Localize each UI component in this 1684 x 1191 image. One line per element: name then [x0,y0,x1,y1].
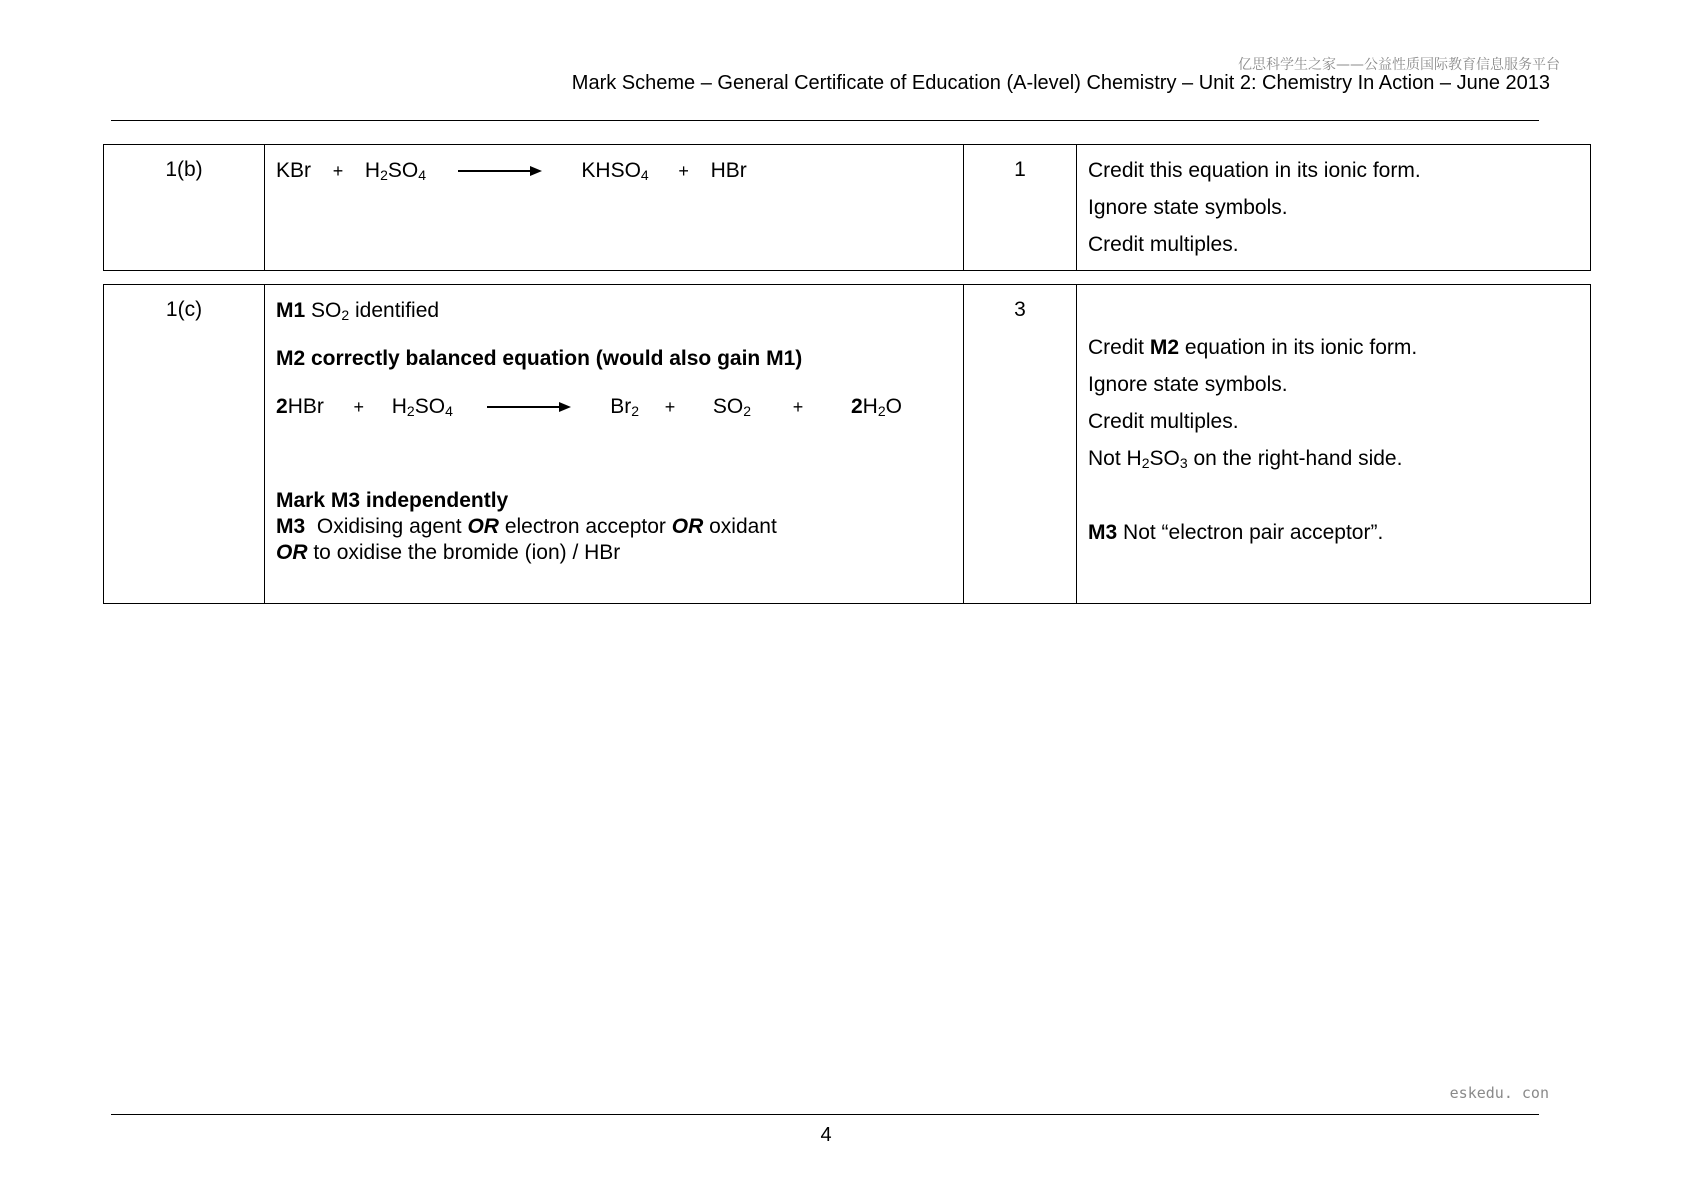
reactant-h2so4 [392,395,453,418]
m3-heading-text: Mark M3 independently [276,489,509,512]
subscript: 2 [743,403,752,419]
comment-line [1088,520,1589,546]
mark-table-1b [103,144,1591,271]
equation-1b [276,158,962,184]
comments-cell [1077,285,1591,604]
or-keyword: OR [671,515,704,538]
or-keyword: OR [276,541,308,564]
m3-line [276,514,962,540]
plus-sign: + [332,161,344,181]
reaction-arrow-icon [487,401,571,413]
answer-cell [265,285,964,604]
answer-cell [265,145,964,271]
formula-part: O [885,395,902,418]
reactant-h2so4 [365,159,426,182]
m3-label: M3 [276,515,306,538]
subscript: 2 [877,403,886,419]
question-number-cell [104,285,265,604]
marks-value: 3 [1014,298,1026,321]
table-row [104,285,1591,604]
subscript: 2 [406,403,415,419]
table-row [104,145,1591,271]
m3-text: electron acceptor [504,515,666,538]
product-so2 [713,395,751,418]
subscript: 3 [1179,455,1188,471]
marks-value: 1 [1014,158,1026,181]
footer-site-watermark: eskedu. con [1449,1084,1549,1102]
marks-cell [964,145,1077,271]
m1-label: M1 [276,299,306,322]
subscript: 2 [341,307,350,323]
subscript: 2 [631,403,640,419]
header-watermark: 亿思科学生之家——公益性质国际教育信息服务平台 [1238,57,1560,73]
comment-line [1088,335,1589,361]
m3-line-2 [276,540,962,566]
subscript: 4 [445,403,453,419]
formula-part: H [364,159,381,182]
plus-sign: + [678,161,689,181]
comments-cell [1077,145,1591,271]
footer-divider [111,1114,1539,1115]
page-header-title: Mark Scheme – General Certificate of Education (A-level) Chemistry – Unit 2: Chemistry In Action – June 2013 [571,72,1550,94]
marks-cell [964,285,1077,604]
comment-line: Credit multiples. [1088,233,1239,256]
m1-line [276,298,962,324]
plus-sign: + [792,397,804,417]
header-divider [111,120,1539,121]
question-number: 1(c) [165,298,203,321]
plus-sign: + [664,397,676,417]
subscript: 4 [640,167,649,183]
subscript: 2 [1141,455,1150,471]
formula-part: H [862,395,878,418]
comment-line: Credit multiples. [1088,410,1239,433]
formula-part: Br [610,395,632,418]
product-hbr: HBr [710,159,747,182]
reaction-arrow-icon [458,165,542,177]
equation-1c [276,394,962,420]
comment-text: equation in its ionic form. [1184,336,1418,359]
m3-text: to oxidise the bromide (ion) / HBr [313,541,621,564]
comment-line: Credit this equation in its ionic form. [1088,159,1421,182]
m1-text: identified [355,299,440,322]
comment-bold: M2 [1149,336,1180,359]
formula-part: SO [311,299,342,322]
coefficient: 2 [276,395,288,418]
formula-part: SO [387,159,419,182]
comment-line: Ignore state symbols. [1088,196,1288,219]
comment-text: on the right-hand side. [1193,447,1403,470]
comment-text: Not H [1088,447,1142,470]
comment-bold: M3 [1088,521,1118,544]
comment-line: Ignore state symbols. [1088,373,1288,396]
m2-heading-text: M2 correctly balanced equation (would also gain M1) [276,347,803,370]
reactant-kbr: KBr [276,159,312,182]
formula-part: SO [414,395,446,418]
formula-part: SO [712,395,744,418]
m3-text: oxidant [709,515,777,538]
subscript: 4 [418,167,427,183]
question-number-cell [104,145,265,271]
formula-part: H [391,395,407,418]
comment-text: Credit [1088,336,1145,359]
comment-text: SO [1149,447,1180,470]
comment-text: Not “electron pair acceptor”. [1123,521,1384,544]
formula-part: KHSO [581,159,641,182]
product-br2 [610,395,639,418]
plus-sign: + [353,397,365,417]
m2-heading [276,346,962,372]
mark-table-1c [103,284,1591,604]
reactant-hbr: HBr [287,395,324,418]
m3-text: Oxidising agent [316,515,462,538]
page-number: 4 [820,1124,832,1146]
product-h2o [851,395,902,418]
m3-heading [276,488,962,514]
subscript: 2 [380,167,388,183]
question-number: 1(b) [165,158,203,181]
product-khso4 [581,159,648,182]
or-keyword: OR [467,515,499,538]
comment-line [1088,446,1589,472]
coefficient: 2 [850,395,863,418]
